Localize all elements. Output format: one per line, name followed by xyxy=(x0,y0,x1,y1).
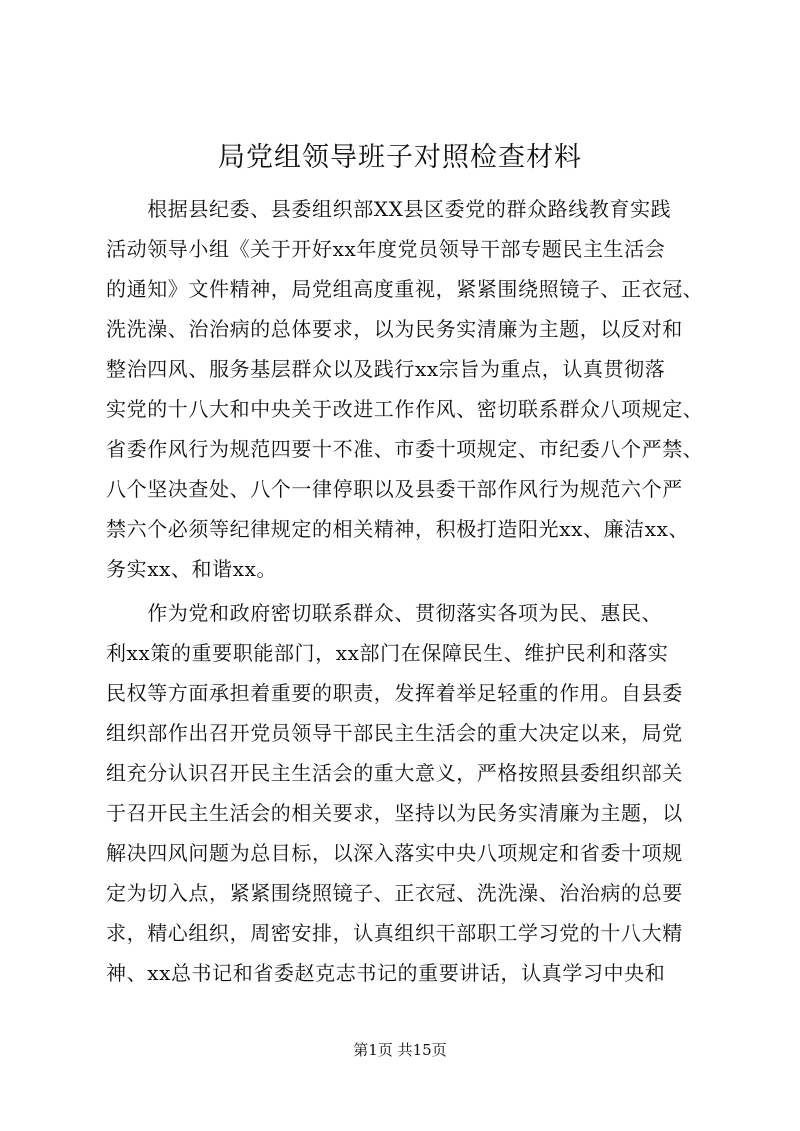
text-line: 作为党和政府密切联系群众、贯彻落实各项为民、惠民、 xyxy=(106,601,663,625)
document-title: 局党组领导班子对照检查材料 xyxy=(218,142,582,173)
text-line: 根据县纪委、县委组织部XX县区委党的群众路线教育实践 xyxy=(106,197,672,221)
text-line: 禁六个必须等纪律规定的相关精神，积极打造阳光xx、廉洁xx、 xyxy=(106,517,690,541)
text-line: 实党的十八大和中央关于改进工作作风、密切联系群众八项规定、 xyxy=(106,397,704,421)
text-line: 组充分认识召开民主生活会的重大意义，严格按照县委组织部关 xyxy=(106,761,683,785)
text-line: 神、xx总书记和省委赵克志书记的重要讲话，认真学习中央和 xyxy=(106,961,666,985)
text-line: 于召开民主生活会的相关要求，坚持以为民务实清廉为主题，以 xyxy=(106,801,683,825)
text-line: 整治四风、服务基层群众以及践行xx宗旨为重点，认真贯彻落 xyxy=(106,357,666,381)
text-line: 解决四风问题为总目标，以深入落实中央八项规定和省委十项规 xyxy=(106,841,683,865)
text-line: 活动领导小组《关于开好xx年度党员领导干部专题民主生活会 xyxy=(106,237,666,261)
text-line: 利xx策的重要职能部门，xx部门在保障民生、维护民利和落实 xyxy=(106,641,669,665)
text-line: 省委作风行为规范四要十不准、市委十项规定、市纪委八个严禁、 xyxy=(106,437,704,461)
text-line: 定为切入点，紧紧围绕照镜子、正衣冠、洗洗澡、治治病的总要 xyxy=(106,881,683,905)
text-line: 民权等方面承担着重要的职责，发挥着举足轻重的作用。自县委 xyxy=(106,681,683,705)
text-line: 务实xx、和谐xx。 xyxy=(106,557,278,581)
paragraph-1 xyxy=(106,189,711,589)
text-line: 八个坚决查处、八个一律停职以及县委干部作风行为规范六个严 xyxy=(106,477,683,501)
text-line: 组织部作出召开党员领导干部民主生活会的重大决定以来，局党 xyxy=(106,721,683,745)
text-line: 洗洗澡、治治病的总体要求，以为民务实清廉为主题，以反对和 xyxy=(106,317,683,341)
text-line: 的通知》文件精神，局党组高度重视，紧紧围绕照镜子、正衣冠、 xyxy=(106,277,704,301)
text-line: 求，精心组织，周密安排，认真组织干部职工学习党的十八大精 xyxy=(106,921,683,945)
page-number-footer: 第1页 共15页 xyxy=(353,1041,447,1059)
paragraph-2 xyxy=(106,593,711,993)
